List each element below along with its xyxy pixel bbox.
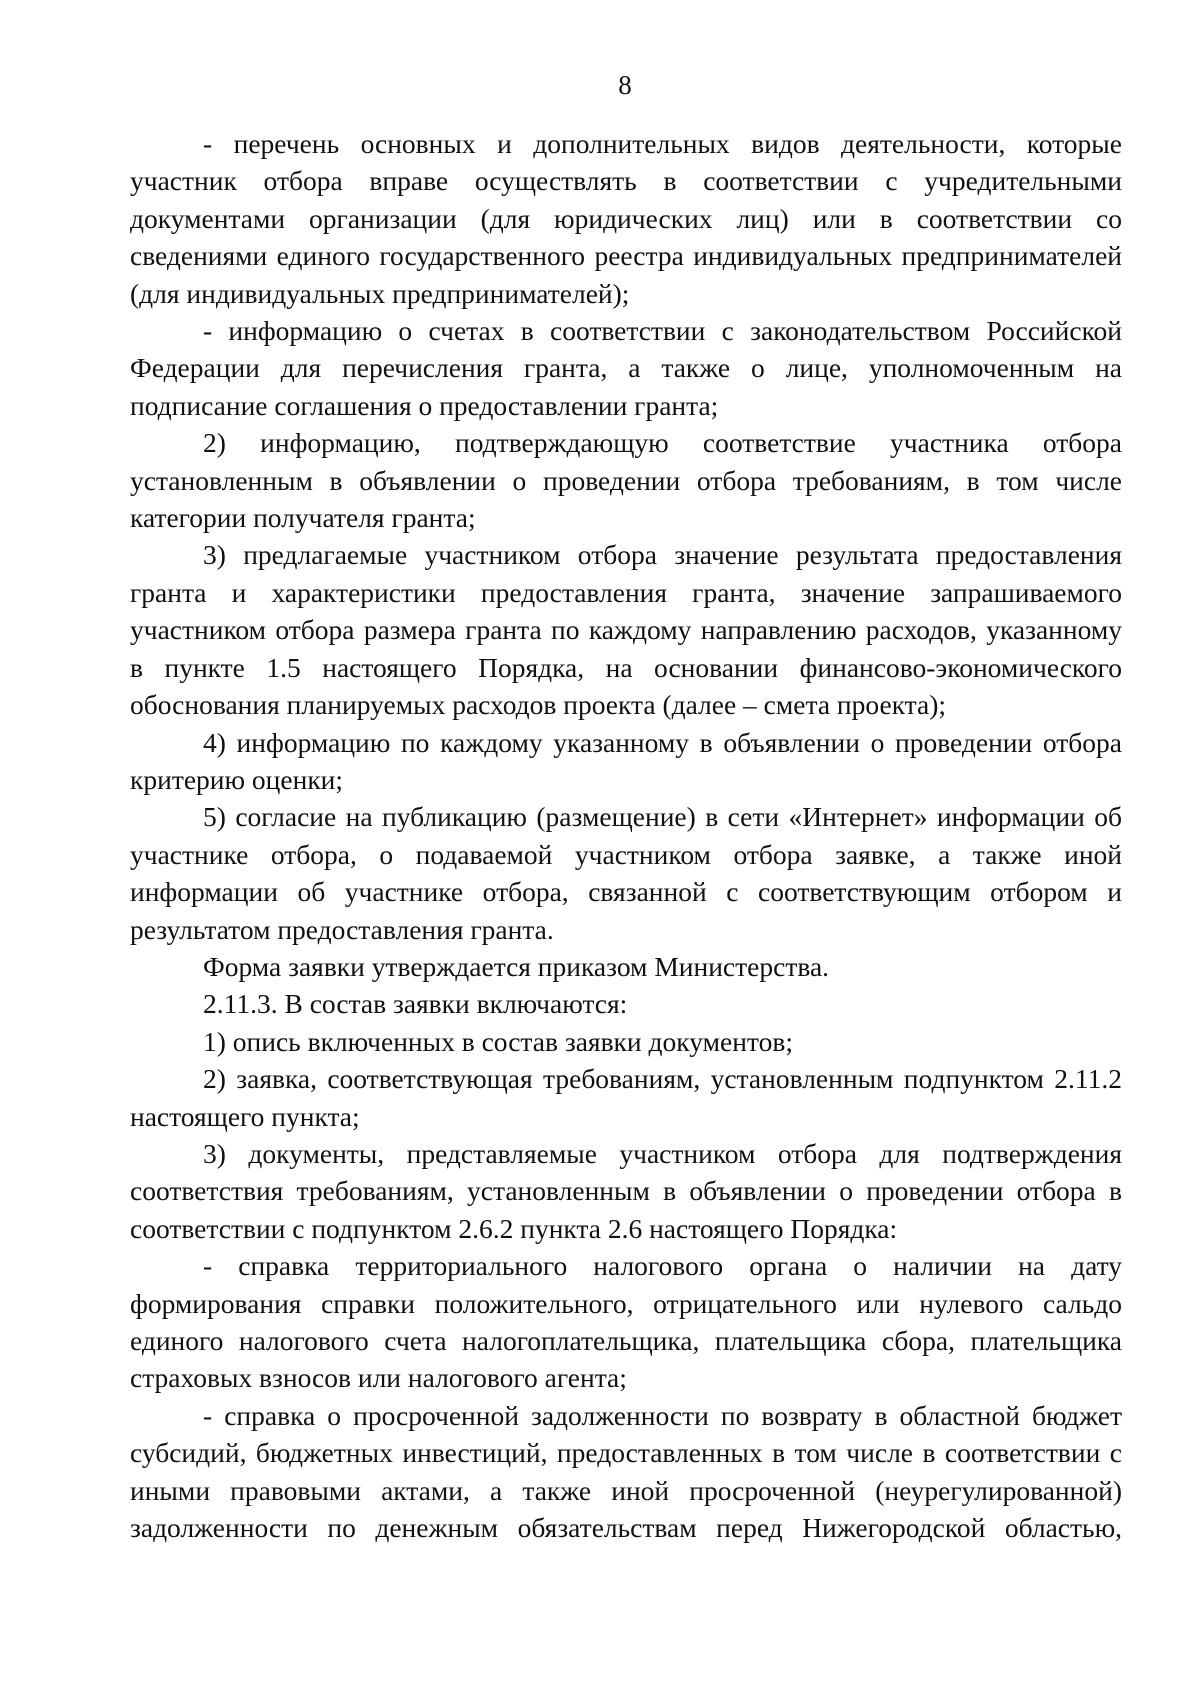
paragraph-overdue-debt-certificate: - справка о просроченной задолженности по возврату в областной бюджет субсидий, бюджетных инвестиций, предоставленных в том числе в соответствии с иными правовыми актами, а также иной просроченной (неурегулированной) задолженности по денежным обязательствам перед Нижегородской областью,: [130, 1399, 1122, 1544]
paragraph-list-item-1-inventory: 1) опись включенных в состав заявки документов;: [203, 1025, 793, 1057]
paragraph-tax-certificate: - справка территориального налогового органа о наличии на дату формирования справки положительного, отрицательного или нулевого сальдо единого налогового счета налогоплательщика, плательщика сбора, плательщика страховых взносов или налогового агента;: [130, 1250, 1122, 1394]
paragraph-item-4-criteria: 4) информацию по каждому указанному в объявлении о проведении отбора критерию оценки;: [130, 726, 1122, 795]
paragraph-bank-accounts: - информацию о счетах в соответствии с законодательством Российской Федерации для перечисления гранта, а также о лице, уполномоченным на подписание соглашения о предоставлении гранта;: [130, 315, 1122, 421]
paragraph-activity-types: - перечень основных и дополнительных видов деятельности, которые участник отбора вправе осуществлять в соответствии с учредительными документами организации (для юридических лиц) или в соответствии со сведениями единого государственного реестра индивидуальных предпринимателей (для индивидуальных предпринимателей);: [130, 128, 1122, 309]
paragraph-list-item-2-application: 2) заявка, соответствующая требованиям, установленным подпунктом 2.11.2 настоящего пункта;: [130, 1063, 1122, 1132]
paragraph-item-3-grant-result: 3) предлагаемые участником отбора значение результата предоставления гранта и характеристики предоставления гранта, значение запрашиваемого участником отбора размера гранта по каждому направлению расходов, указанному в пункте 1.5 настоящего Порядка, на основании финансово-экономического обоснования планируемых расходов проекта (далее – смета проекта);: [130, 539, 1122, 721]
paragraph-form-approval: Форма заявки утверждается приказом Министерства.: [203, 950, 830, 982]
paragraph-item-2-compliance: 2) информацию, подтверждающую соответствие участника отбора установленным в объявлении о проведении отбора требованиям, в том числе категории получателя гранта;: [130, 427, 1122, 534]
paragraph-item-5-publication-consent: 5) согласие на публикацию (размещение) в сети «Интернет» информации об участнике отбора, о подаваемой участником отбора заявке, а также иной информации об участнике отбора, связанной с соответствующим отбором и результатом предоставления гранта.: [130, 801, 1122, 945]
document-body: [130, 125, 1122, 1546]
paragraph-list-item-3-documents: 3) документы, представляемые участником отбора для подтверждения соответствия требованиям, установленным в объявлении о проведении отбора в соответствии с подпунктом 2.6.2 пункта 2.6 настоящего Порядка:: [130, 1137, 1122, 1244]
page-number: 8: [618, 70, 632, 100]
paragraph-section-2-11-3: 2.11.3. В состав заявки включаются:: [203, 988, 628, 1020]
